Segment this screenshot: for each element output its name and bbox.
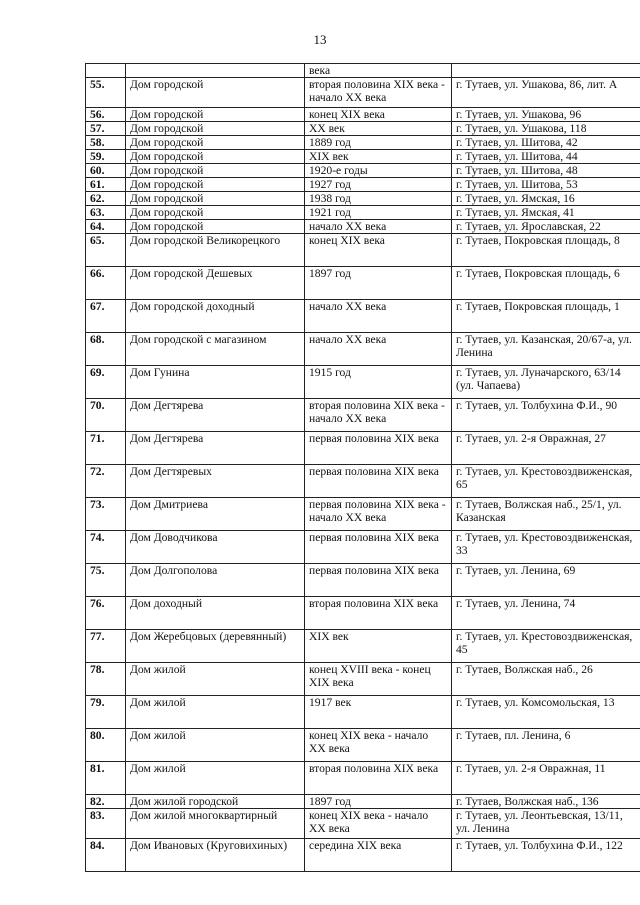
object-address: г. Тутаев, ул. Комсомольская, 13: [452, 696, 640, 729]
object-date: вторая половина XIX века - начало XX века: [305, 399, 452, 432]
row-number: 82.: [86, 795, 126, 809]
row-number: 73.: [86, 498, 126, 531]
object-address: г. Тутаев, ул. Крестовоздвиженская, 45: [452, 630, 640, 663]
table-row: [86, 498, 640, 531]
object-address: г. Тутаев, Покровская площадь, 6: [452, 267, 640, 300]
object-name: Дом городской: [126, 108, 305, 122]
object-date: начало XX века: [305, 300, 452, 333]
object-name: Дом городской Великорецкого: [126, 234, 305, 267]
table-row: [86, 333, 640, 366]
table-row: [86, 150, 640, 164]
row-number: 79.: [86, 696, 126, 729]
object-date: первая половина XIX века: [305, 564, 452, 597]
object-name: Дом Жеребцовых (деревянный): [126, 630, 305, 663]
table-row: [86, 630, 640, 663]
table-row: [86, 122, 640, 136]
object-date: конец XIX века - начало XX века: [305, 729, 452, 762]
object-name: Дом жилой: [126, 729, 305, 762]
object-date: середина XIX века: [305, 839, 452, 872]
table-row: [86, 234, 640, 267]
table-row: [86, 432, 640, 465]
object-name: Дом городской: [126, 206, 305, 220]
row-number: 64.: [86, 220, 126, 234]
object-name: Дом Доводчикова: [126, 531, 305, 564]
object-address: г. Тутаев, ул. Ушакова, 96: [452, 108, 640, 122]
object-address: г. Тутаев, ул. Крестовоздвиженская, 33: [452, 531, 640, 564]
object-name: Дом Дегтярева: [126, 432, 305, 465]
row-number: 68.: [86, 333, 126, 366]
table-row: [86, 597, 640, 630]
object-address: г. Тутаев, Покровская площадь, 8: [452, 234, 640, 267]
object-name: Дом городской: [126, 78, 305, 108]
object-date: первая половина XIX века: [305, 465, 452, 498]
object-date: 1927 год: [305, 178, 452, 192]
row-number: 61.: [86, 178, 126, 192]
row-number: 62.: [86, 192, 126, 206]
object-name: Дом доходный: [126, 597, 305, 630]
object-address: г. Тутаев, Волжская наб., 136: [452, 795, 640, 809]
row-number: 59.: [86, 150, 126, 164]
object-name: Дом городской: [126, 220, 305, 234]
object-address: г. Тутаев, ул. Шитова, 53: [452, 178, 640, 192]
object-name: Дом Дегтяревых: [126, 465, 305, 498]
row-number: 60.: [86, 164, 126, 178]
object-address: [452, 64, 640, 78]
table-row: [86, 64, 640, 78]
page-number: 13: [313, 32, 327, 47]
object-address: г. Тутаев, ул. Ушакова, 118: [452, 122, 640, 136]
object-date: первая половина XIX века - начало XX века: [305, 498, 452, 531]
object-name: Дом городской с магазином: [126, 333, 305, 366]
object-date: 1938 год: [305, 192, 452, 206]
object-name: Дом Ивановых (Круговихиных): [126, 839, 305, 872]
row-number: 56.: [86, 108, 126, 122]
row-number: 58.: [86, 136, 126, 150]
object-date: начало XX века: [305, 220, 452, 234]
object-name: Дом городской доходный: [126, 300, 305, 333]
object-name: Дом городской: [126, 122, 305, 136]
row-number: 80.: [86, 729, 126, 762]
table-row: [86, 564, 640, 597]
object-name: Дом жилой: [126, 663, 305, 696]
row-number: 65.: [86, 234, 126, 267]
table-row: [86, 795, 640, 809]
object-date: конец XIX века: [305, 234, 452, 267]
object-name: Дом городской Дешевых: [126, 267, 305, 300]
row-number: 63.: [86, 206, 126, 220]
object-address: г. Тутаев, ул. Ярославская, 22: [452, 220, 640, 234]
object-name: Дом жилой: [126, 762, 305, 795]
table-row: [86, 531, 640, 564]
object-address: г. Тутаев, ул. 2-я Овражная, 11: [452, 762, 640, 795]
object-date: 1897 год: [305, 267, 452, 300]
row-number: 78.: [86, 663, 126, 696]
heritage-registry-table: [85, 63, 640, 872]
object-name: Дом городской: [126, 164, 305, 178]
row-number: 70.: [86, 399, 126, 432]
table-row: [86, 108, 640, 122]
table-row: [86, 220, 640, 234]
object-address: г. Тутаев, Покровская площадь, 1: [452, 300, 640, 333]
object-address: г. Тутаев, ул. Ямская, 16: [452, 192, 640, 206]
object-address: г. Тутаев, ул. Толбухина Ф.И., 122: [452, 839, 640, 872]
object-date: первая половина XIX века: [305, 531, 452, 564]
object-name: Дом городской: [126, 178, 305, 192]
object-date: 1917 век: [305, 696, 452, 729]
object-address: г. Тутаев, ул. Шитова, 44: [452, 150, 640, 164]
object-date: XX век: [305, 122, 452, 136]
object-date: 1897 год: [305, 795, 452, 809]
table-row: [86, 663, 640, 696]
row-number: 57.: [86, 122, 126, 136]
object-date: первая половина XIX века: [305, 432, 452, 465]
table-row: [86, 399, 640, 432]
object-name: Дом Гунина: [126, 366, 305, 399]
object-date: XIX век: [305, 630, 452, 663]
row-number: 67.: [86, 300, 126, 333]
object-date: конец XIX века - начало XX века: [305, 809, 452, 839]
object-address: г. Тутаев, ул. Казанская, 20/67-а, ул. Ленина: [452, 333, 640, 366]
object-date: 1921 год: [305, 206, 452, 220]
object-name: [126, 64, 305, 78]
object-name: Дом городской: [126, 192, 305, 206]
table-row: [86, 267, 640, 300]
table-body: [86, 64, 640, 872]
object-date: вторая половина XIX века: [305, 597, 452, 630]
table-row: [86, 762, 640, 795]
object-date: вторая половина XIX века: [305, 762, 452, 795]
row-number: 77.: [86, 630, 126, 663]
object-address: г. Тутаев, пл. Ленина, 6: [452, 729, 640, 762]
row-number: 71.: [86, 432, 126, 465]
object-name: Дом жилой: [126, 696, 305, 729]
object-address: г. Тутаев, ул. Леонтьевская, 13/11, ул. Ленина: [452, 809, 640, 839]
object-name: Дом Долгополова: [126, 564, 305, 597]
object-name: Дом жилой городской: [126, 795, 305, 809]
object-address: г. Тутаев, ул. Ушакова, 86, лит. А: [452, 78, 640, 108]
object-address: г. Тутаев, ул. Толбухина Ф.И., 90: [452, 399, 640, 432]
object-date: 1920-е годы: [305, 164, 452, 178]
object-address: г. Тутаев, ул. Крестовоздвиженская, 65: [452, 465, 640, 498]
row-number: 74.: [86, 531, 126, 564]
table-row: [86, 206, 640, 220]
row-number: 75.: [86, 564, 126, 597]
object-date: 1915 год: [305, 366, 452, 399]
row-number: 81.: [86, 762, 126, 795]
object-name: Дом жилой многоквартирный: [126, 809, 305, 839]
row-number: 72.: [86, 465, 126, 498]
table-row: [86, 729, 640, 762]
object-date: конец XVIII века - конец XIX века: [305, 663, 452, 696]
table-row: [86, 136, 640, 150]
table-row: [86, 366, 640, 399]
object-address: г. Тутаев, ул. 2-я Овражная, 27: [452, 432, 640, 465]
object-date: конец XIX века: [305, 108, 452, 122]
object-name: Дом городской: [126, 136, 305, 150]
row-number: [86, 64, 126, 78]
object-address: г. Тутаев, ул. Луначарского, 63/14 (ул. Чапаева): [452, 366, 640, 399]
row-number: 84.: [86, 839, 126, 872]
object-date: начало XX века: [305, 333, 452, 366]
row-number: 55.: [86, 78, 126, 108]
table-row: [86, 164, 640, 178]
object-address: г. Тутаев, Волжская наб., 26: [452, 663, 640, 696]
object-address: г. Тутаев, ул. Ямская, 41: [452, 206, 640, 220]
object-date: вторая половина XIX века - начало XX века: [305, 78, 452, 108]
table-row: [86, 300, 640, 333]
row-number: 66.: [86, 267, 126, 300]
row-number: 83.: [86, 809, 126, 839]
table-row: [86, 696, 640, 729]
object-address: г. Тутаев, ул. Ленина, 74: [452, 597, 640, 630]
object-address: г. Тутаев, ул. Шитова, 42: [452, 136, 640, 150]
table-row: [86, 78, 640, 108]
object-date: 1889 год: [305, 136, 452, 150]
row-number: 69.: [86, 366, 126, 399]
table-row: [86, 192, 640, 206]
object-name: Дом Дегтярева: [126, 399, 305, 432]
object-date: XIX век: [305, 150, 452, 164]
object-address: г. Тутаев, ул. Шитова, 48: [452, 164, 640, 178]
object-address: г. Тутаев, ул. Ленина, 69: [452, 564, 640, 597]
table-row: [86, 178, 640, 192]
table-row: [86, 809, 640, 839]
object-date: века: [305, 64, 452, 78]
table-row: [86, 465, 640, 498]
object-address: г. Тутаев, Волжская наб., 25/1, ул. Казанская: [452, 498, 640, 531]
row-number: 76.: [86, 597, 126, 630]
object-name: Дом Дмитриева: [126, 498, 305, 531]
table-row: [86, 839, 640, 872]
object-name: Дом городской: [126, 150, 305, 164]
